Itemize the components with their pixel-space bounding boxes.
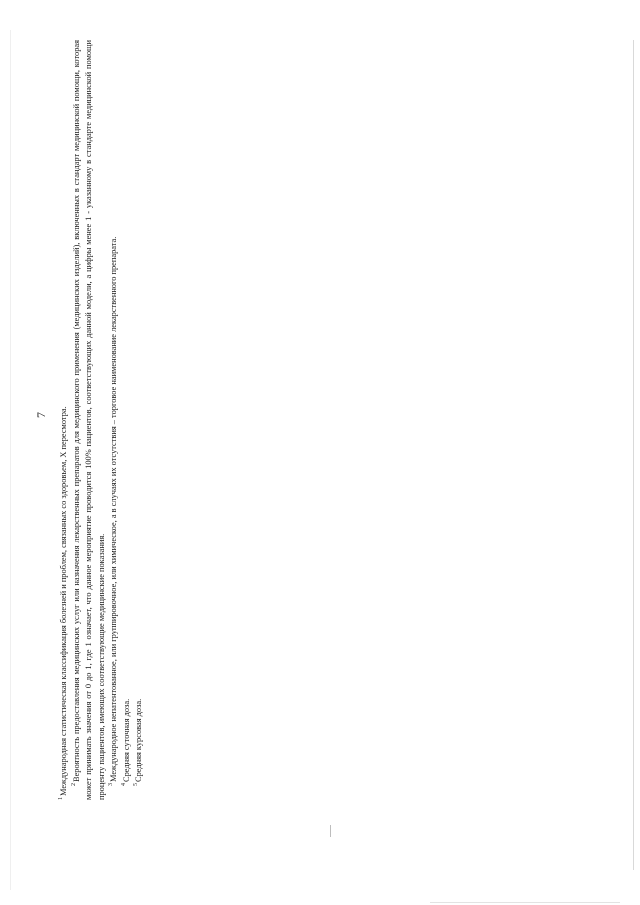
footnote-mark: 3	[108, 783, 115, 786]
footnote-2	[71, 40, 109, 800]
footnote-text: Средняя курсовая доза.	[134, 698, 143, 782]
page-number: 7	[34, 412, 48, 418]
scan-artifact	[330, 825, 331, 837]
scan-edge-right	[633, 40, 634, 870]
footnote-mark: 4	[120, 783, 127, 786]
footnote-mark: 5	[133, 783, 140, 786]
footnote-text: Международное непатентованное, или группировочное, или химическое, а в случаях их отсутствия – торговое наименование лекарственного препарата.	[109, 236, 118, 782]
footnote-text: Вероятность предоставления медицинских услуг или назначения лекарственных препаратов для медицинского применения (медицинских изделий), включенных в стандарт медицинской помощи, которая может принимать значения от 0 до 1, где 1 означает, что данное мероприятие проводится 100% пациентов, соответствующих данной модели, а цифры менее 1 - указанному в стандарте медицинской помощи проценту пациентов, имеющих соответствующие медицинские показания.	[71, 40, 106, 800]
footnote-4	[121, 40, 134, 800]
rotated-content	[34, 40, 148, 800]
footnote-mark: 1	[58, 797, 65, 800]
scan-edge-left	[10, 30, 11, 890]
footnote-3	[108, 40, 121, 800]
scan-edge-bottom	[430, 902, 620, 903]
footnotes	[58, 40, 146, 800]
footnote-text: Средняя суточная доза.	[121, 698, 131, 782]
footnote-text: Международная статистическая классификация болезней и проблем, связанных со здоровьем, X пересмотра.	[59, 406, 68, 796]
footnote-mark: 2	[70, 783, 77, 786]
footnote-5	[133, 40, 146, 800]
footnote-1	[58, 40, 71, 800]
